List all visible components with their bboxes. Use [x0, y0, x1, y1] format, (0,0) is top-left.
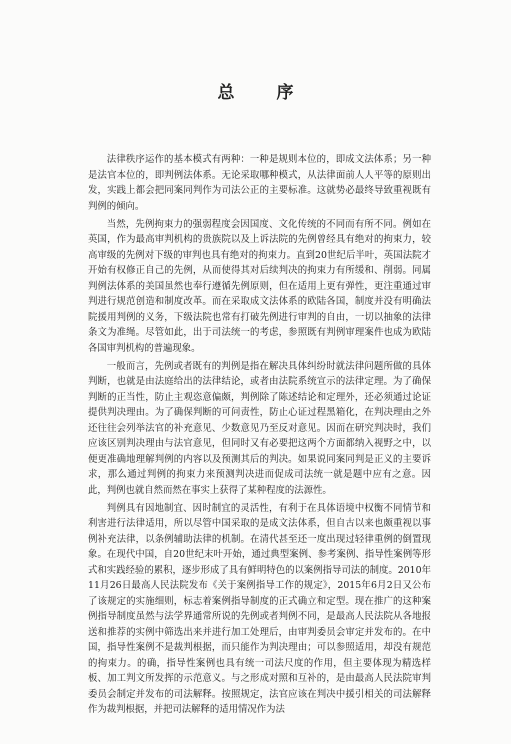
- preface-body: [88, 152, 431, 720]
- page-title: 总 序: [217, 83, 312, 103]
- paragraph: 判例具有因地制宜、因时制宜的灵活性，有利于在具体语境中权衡不同情节和利害进行法律适用，所以尽管中国采取的是成文法体系，但自古以来也颇重视以事例补充法律，以条例辅助法律的机制。在清代甚至还一度出现过轻律重例的倒置现象。在现代中国，自20世纪末叶开始，通过典型案例、参考案例、指导性案例等形式和实践经验的累积，逐步形成了具有鲜明特色的以案例指导司法的制度。2010年11月26日最高人民法院发布《关于案例指导工作的规定》，2015年6月2日又公布了该规定的实施细则，标志着案例指导制度的正式确立和定型。现在推广的这种案例指导制度虽然与法学界通常所说的先例或者判例不同，是最高人民法院从各地报送和推荐的实例中筛选出来并进行加工处理后，由审判委员会审定并发布的。在中国，指导性案例不是裁判根据，而只能作为判决理由；可以参照适用，却没有规范的拘束力。的确，指导性案例也具有统一司法尺度的作用，但主要体现为精选样板、加工判文所发挥的示范意义。与之形成对照和互补的，是由最高人民法院审判委员会制定并发布的司法解释。按照规定，法官应该在判决中援引相关的司法解释作为裁判根据，并把司法解释的适用情况作为法: [88, 502, 431, 716]
- paragraph: 一般而言，先例或者既有的判例是指在解决具体纠纷时就法律问题所做的具体判断，也就是由法庭给出的法律结论，或者由法院系统宣示的法律定理。为了确保判断的正当性，防止主观恣意偏颇，判例除了陈述结论和定理外，还必须通过论证提供判决理由。为了确保判断的可问责性，防止心证过程黑箱化，在判决理由之外还往往会列举法官的补充意见、少数意见乃至反对意见。因而在研究判决时，我们应该区别判决理由与法官意见，但同时又有必要把这两个方面都纳入视野之中，以便更准确地理解判例的内容以及预测其后的判决。如果说同案同判是正义的主要诉求，那么通过判例的拘束力来预测判决进而促成司法统一就是题中应有之意。因此，判例也就自然而然在事实上获得了某种程度的法源性。: [88, 360, 431, 496]
- paragraph: 当然，先例拘束力的强弱程度会因国度、文化传统的不同而有所不同。例如在英国，作为最高审判机构的贵族院以及上诉法院的先例曾经具有绝对的拘束力，较高审级的先例对下级的审判也具有绝对的拘束力。直到20世纪后半叶，英国法院才开始有权修正自己的先例，从而使得其对后续判决的拘束力有所缓和、削弱。同属判例法体系的美国虽然也奉行遵循先例原则，但在适用上更有弹性，更注重通过审判进行规范创造和制度改革。而在采取成文法体系的欧陆各国，制度并没有明确法院援用判例的义务，下级法院也常有打破先例进行审判的自由，一切以抽象的法律条文为准绳。尽管如此，出于司法统一的考虑，参照既有判例审理案件也成为欧陆各国审判机构的普遍现象。: [88, 218, 431, 354]
- paragraph: 法律秩序运作的基本模式有两种：一种是规则本位的，即成文法体系；另一种是法官本位的，即判例法体系。无论采取哪种模式，从法律面前人人平等的原则出发，实践上都会把同案同判作为司法公正的主要标准。这就势必最终导致重视既有判例的倾向。: [88, 154, 431, 212]
